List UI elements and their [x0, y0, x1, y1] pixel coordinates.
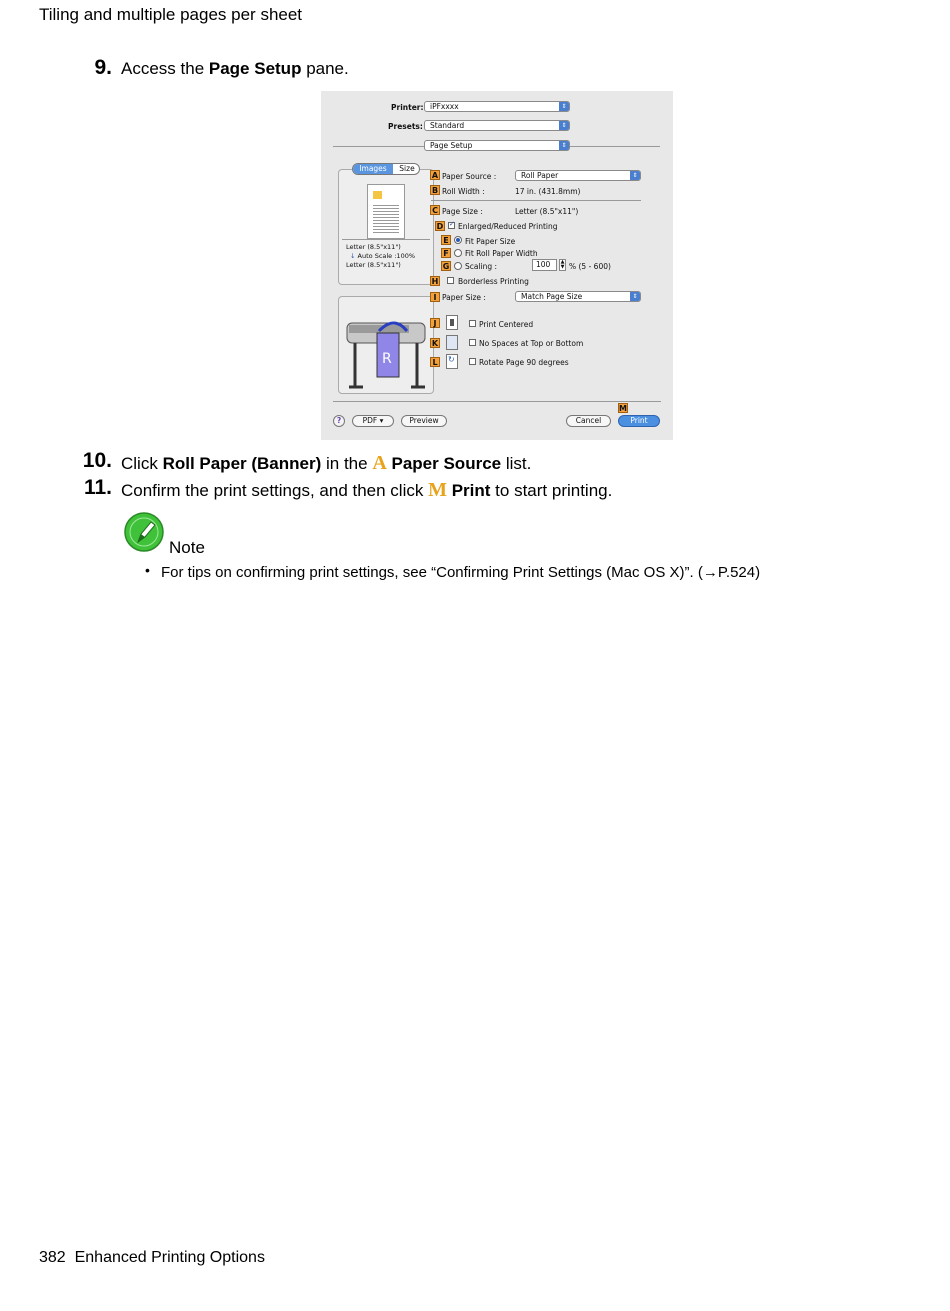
step-number: 11.	[83, 476, 112, 499]
bullet-icon: •	[145, 562, 150, 578]
scaling-radio[interactable]	[454, 262, 462, 270]
note-item: For tips on confirming print settings, see “Confirming Print Settings (Mac OS X)”. (→P.524)	[161, 564, 761, 581]
page-number: 382	[39, 1249, 66, 1266]
preview-source-size: Letter (8.5"x11")	[346, 243, 401, 251]
badge-d: D	[436, 222, 444, 231]
scaling-range: % (5 - 600)	[569, 262, 611, 271]
printer-illustration-panel	[338, 296, 434, 394]
text-lines-graphic	[373, 203, 399, 233]
pdf-button[interactable]: PDF ▾	[352, 415, 394, 427]
down-arrow-icon: ↓	[350, 252, 356, 260]
scaling-input[interactable]: 100	[532, 259, 557, 271]
rotate-page-checkbox[interactable]	[469, 358, 476, 365]
popup-arrow-icon: ⇕	[559, 141, 569, 150]
step-number: 9.	[94, 56, 112, 79]
divider	[333, 146, 424, 147]
rotate-page-icon: ↻	[446, 354, 458, 369]
print-centered-icon	[446, 315, 458, 330]
preview-button[interactable]: Preview	[401, 415, 447, 427]
roll-width-value: 17 in. (431.8mm)	[515, 187, 581, 196]
footer-section: Enhanced Printing Options	[74, 1249, 265, 1266]
no-spaces-icon	[446, 335, 458, 350]
no-spaces-label: No Spaces at Top or Bottom	[479, 339, 584, 348]
large-format-printer-icon	[339, 297, 433, 393]
preview-tabs	[352, 163, 420, 175]
paper-size-label: Paper Size :	[442, 293, 486, 302]
badge-f: F	[441, 248, 451, 258]
help-button[interactable]: ?	[333, 415, 345, 427]
badge-g: G	[442, 262, 450, 271]
popup-arrow-icon: ⇕	[630, 292, 640, 301]
callout-mark: M	[428, 479, 447, 501]
note-pencil-icon	[124, 512, 166, 552]
print-centered-label: Print Centered	[479, 320, 534, 329]
page-preview-image	[367, 184, 405, 239]
check-icon: ✓	[449, 220, 455, 228]
fit-paper-size-label: Fit Paper Size	[465, 237, 516, 246]
popup-arrow-icon: ⇕	[559, 102, 569, 111]
presets-label: Presets:	[388, 122, 423, 131]
step-number: 10.	[82, 449, 112, 472]
print-centered-checkbox[interactable]	[469, 320, 476, 327]
borderless-label: Borderless Printing	[458, 277, 529, 286]
preview-scale: ↓ Auto Scale :100%	[350, 252, 416, 260]
badge-m: M	[619, 404, 627, 413]
note-title: Note	[169, 538, 205, 557]
badge-b: B	[431, 186, 439, 195]
tab-images[interactable]: Images	[353, 164, 393, 174]
divider	[342, 239, 430, 240]
divider	[333, 401, 661, 402]
rotate-page-label: Rotate Page 90 degrees	[479, 358, 569, 367]
print-dialog-screenshot	[321, 91, 673, 440]
tab-size[interactable]: Size	[399, 164, 415, 173]
page-size-label: Page Size :	[442, 207, 483, 216]
print-button[interactable]: Print	[618, 415, 660, 427]
paper-source-label: Paper Source :	[442, 172, 497, 181]
step-text: Access the Page Setup pane.	[121, 59, 349, 78]
roll-width-label: Roll Width :	[442, 187, 485, 196]
svg-text:R: R	[382, 351, 392, 367]
cancel-button[interactable]: Cancel	[566, 415, 611, 427]
popup-arrow-icon: ⇕	[559, 121, 569, 130]
badge-e: E	[441, 235, 451, 245]
enlarged-reduced-label: Enlarged/Reduced Printing	[458, 222, 558, 231]
badge-l: L	[430, 357, 440, 367]
divider	[570, 146, 660, 147]
printer-popup[interactable]: iPFxxxx ⇕	[424, 101, 570, 112]
preview-output-size: Letter (8.5"x11")	[346, 261, 401, 269]
fit-roll-paper-width-radio[interactable]	[454, 249, 462, 257]
presets-popup[interactable]: Standard ⇕	[424, 120, 570, 131]
popup-arrow-icon: ⇕	[630, 171, 640, 180]
callout-mark: A	[372, 452, 387, 474]
badge-h: H	[431, 277, 439, 286]
badge-k: K	[431, 339, 439, 348]
badge-c: C	[430, 205, 440, 215]
page-size-value: Letter (8.5"x11")	[515, 207, 579, 216]
fit-paper-size-radio[interactable]	[454, 236, 462, 244]
printer-label: Printer:	[391, 103, 424, 112]
page-footer	[39, 1249, 265, 1267]
divider	[431, 200, 641, 201]
fit-roll-paper-width-label: Fit Roll Paper Width	[465, 249, 538, 258]
scaling-label: Scaling :	[465, 262, 498, 271]
borderless-checkbox[interactable]	[447, 277, 454, 284]
paper-source-popup[interactable]: Roll Paper ⇕	[515, 170, 641, 181]
pane-popup[interactable]: Page Setup ⇕	[424, 140, 570, 151]
paper-size-popup[interactable]: Match Page Size ⇕	[515, 291, 641, 302]
step-text: Click Roll Paper (Banner) in the A Paper Source list.	[121, 452, 532, 474]
no-spaces-checkbox[interactable]	[469, 339, 476, 346]
badge-j: J	[430, 318, 440, 328]
enlarged-reduced-checkbox[interactable]	[448, 222, 455, 229]
badge-i: I	[430, 292, 440, 302]
step-text: Confirm the print settings, and then click M Print to start printing.	[121, 479, 613, 501]
scaling-stepper-icon[interactable]: ▲ ▼	[560, 259, 565, 270]
thumbnail-image-icon	[373, 191, 382, 199]
running-header: Tiling and multiple pages per sheet	[39, 5, 303, 24]
badge-a: A	[431, 171, 439, 180]
